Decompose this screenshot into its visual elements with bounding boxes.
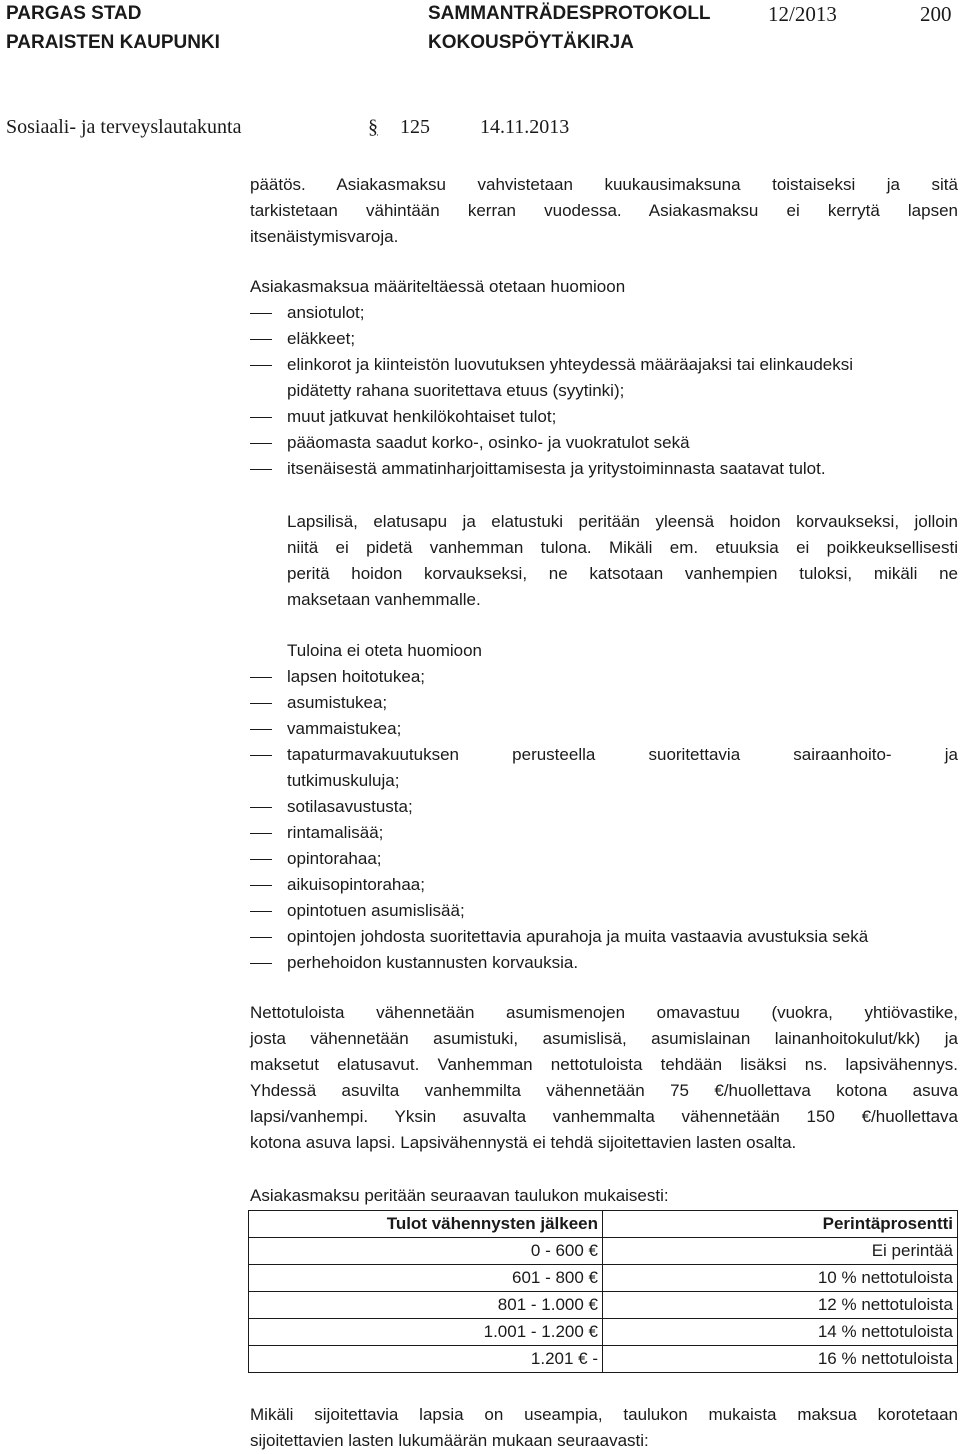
intro-line-1: päätös. Asiakasmaksu vahvistetaan kuukausimaksuna toistaiseksi ja sitä — [250, 175, 958, 194]
column-header-income: Tulot vähennysten jälkeen — [249, 1211, 603, 1238]
table-row — [249, 1319, 958, 1346]
section-number: 125 — [400, 116, 430, 138]
deductions-line-6: kotona asuva lapsi. Lapsivähennystä ei tehdä sijoitettavien lasten osalta. — [250, 1133, 797, 1152]
closing-line-2: sijoitettavien lasten lukumäärän mukaan seuraavasti: — [250, 1431, 649, 1450]
deductions-line-2: josta vähennetään asumistuki, asumislisä, asumislainan lainanhoitokulut/kk) ja — [250, 1029, 958, 1048]
excluded-item: tapaturmavakuutuksen perusteella suoritettavia sairaanhoito- ja — [287, 745, 958, 764]
table-header-row — [249, 1211, 958, 1238]
fee-percentage: Ei perintää — [603, 1238, 958, 1265]
child-benefit-line-3: peritä hoidon korvaukseksi, ne katsotaan vanhempien tuloksi, mikäli ne — [287, 564, 958, 583]
excluded-item: opintotuen asumislisää; — [287, 901, 465, 920]
committee-name: Sosiaali- ja terveyslautakunta — [6, 116, 242, 138]
fee-percentage: 10 % nettotuloista — [603, 1265, 958, 1292]
excluded-item: opintorahaa; — [287, 849, 382, 868]
table-row — [249, 1346, 958, 1373]
child-benefit-line-4: maksetaan vanhemmalle. — [287, 590, 481, 609]
closing-line-1: Mikäli sijoitettavia lapsia on useampia, taulukon mukaista maksua korotetaan — [250, 1405, 958, 1424]
bullet-dash — [250, 755, 272, 756]
child-benefit-line-1: Lapsilisä, elatusapu ja elatustuki peritään yleensä hoidon korvaukseksi, jolloin — [287, 512, 958, 531]
bullet-dash — [250, 677, 272, 678]
bullet-dash — [250, 729, 272, 730]
excluded-item: rintamalisää; — [287, 823, 384, 842]
income-item-continued: pidätetty rahana suoritettava etuus (syytinki); — [287, 381, 625, 400]
bullet-dash — [250, 833, 272, 834]
page-number: 200 — [920, 2, 952, 26]
bullet-dash — [250, 417, 272, 418]
bullet-dash — [250, 313, 272, 314]
issue-number: 12/2013 — [768, 2, 837, 26]
meeting-date: 14.11.2013 — [480, 116, 570, 138]
bullet-dash — [250, 807, 272, 808]
fee-percentage: 12 % nettotuloista — [603, 1292, 958, 1319]
table-row — [249, 1265, 958, 1292]
bullet-dash — [250, 469, 272, 470]
income-bracket: 1.001 - 1.200 € — [249, 1319, 603, 1346]
bullet-dash — [250, 365, 272, 366]
excluded-item: perhehoidon kustannusten korvauksia. — [287, 953, 579, 972]
bullet-dash — [250, 937, 272, 938]
income-heading: Asiakasmaksua määriteltäessä otetaan huomioon — [250, 277, 626, 296]
intro-line-2: tarkistetaan vähintään kerran vuodessa. Asiakasmaksu ei kerrytä lapsen — [250, 201, 958, 220]
income-item: eläkkeet; — [287, 329, 356, 348]
fee-percentage: 14 % nettotuloista — [603, 1319, 958, 1346]
bullet-dash — [250, 703, 272, 704]
deductions-line-3: maksetut elatusavut. Vanhemman nettotuloista tehdään lisäksi ns. lapsivähennys. — [250, 1055, 958, 1074]
table-row — [249, 1292, 958, 1319]
deductions-line-5: lapsi/vanhempi. Yksin asuvalta vanhemmalta vähennetään 150 €/huollettava — [250, 1107, 958, 1126]
org-name-fi: PARAISTEN KAUPUNKI — [6, 32, 220, 53]
column-header-percentage: Perintäprosentti — [603, 1211, 958, 1238]
excluded-heading: Tuloina ei oteta huomioon — [287, 641, 483, 660]
child-benefit-line-2: niitä ei pidetä vanhemman tulona. Mikäli em. etuuksia ei poikkeuksellisesti — [287, 538, 958, 557]
fee-percentage: 16 % nettotuloista — [603, 1346, 958, 1373]
table-row — [249, 1238, 958, 1265]
bullet-dash — [250, 911, 272, 912]
fee-table — [248, 1210, 958, 1373]
intro-line-3: itsenäistymisvaroja. — [250, 227, 399, 246]
section-sign: § — [368, 116, 378, 138]
deductions-line-4: Yhdessä asuvilta vanhemmilta vähennetään 75 €/huollettava kotona asuva — [250, 1081, 958, 1100]
income-item: ansiotulot; — [287, 303, 365, 322]
income-bracket: 801 - 1.000 € — [249, 1292, 603, 1319]
bullet-dash — [250, 859, 272, 860]
bullet-dash — [250, 885, 272, 886]
income-item: itsenäisestä ammatinharjoittamisesta ja yritystoiminnasta saatavat tulot. — [287, 459, 826, 478]
bullet-dash — [250, 339, 272, 340]
income-item: pääomasta saadut korko-, osinko- ja vuokratulot sekä — [287, 433, 690, 452]
excluded-item: aikuisopintorahaa; — [287, 875, 425, 894]
deductions-line-1: Nettotuloista vähennetään asumismenojen omavastuu (vuokra, yhtiövastike, — [250, 1003, 958, 1022]
org-name-sv: PARGAS STAD — [6, 3, 142, 24]
fee-table-caption: Asiakasmaksu peritään seuraavan taulukon mukaisesti: — [250, 1186, 669, 1205]
doc-type-fi: KOKOUSPÖYTÄKIRJA — [428, 32, 634, 53]
excluded-item-continued: tutkimuskuluja; — [287, 771, 400, 790]
income-item: muut jatkuvat henkilökohtaiset tulot; — [287, 407, 557, 426]
doc-type-sv: SAMMANTRÄDESPROTOKOLL — [428, 3, 711, 24]
income-bracket: 0 - 600 € — [249, 1238, 603, 1265]
excluded-item: opintojen johdosta suoritettavia apurahoja ja muita vastaavia avustuksia sekä — [287, 927, 869, 946]
bullet-dash — [250, 443, 272, 444]
income-bracket: 601 - 800 € — [249, 1265, 603, 1292]
excluded-item: lapsen hoitotukea; — [287, 667, 425, 686]
excluded-item: sotilasavustusta; — [287, 797, 413, 816]
income-item: elinkorot ja kiinteistön luovutuksen yhteydessä määräajaksi tai elinkaudeksi — [287, 355, 854, 374]
excluded-item: asumistukea; — [287, 693, 388, 712]
bullet-dash — [250, 963, 272, 964]
excluded-item: vammaistukea; — [287, 719, 402, 738]
income-bracket: 1.201 € - — [249, 1346, 603, 1373]
